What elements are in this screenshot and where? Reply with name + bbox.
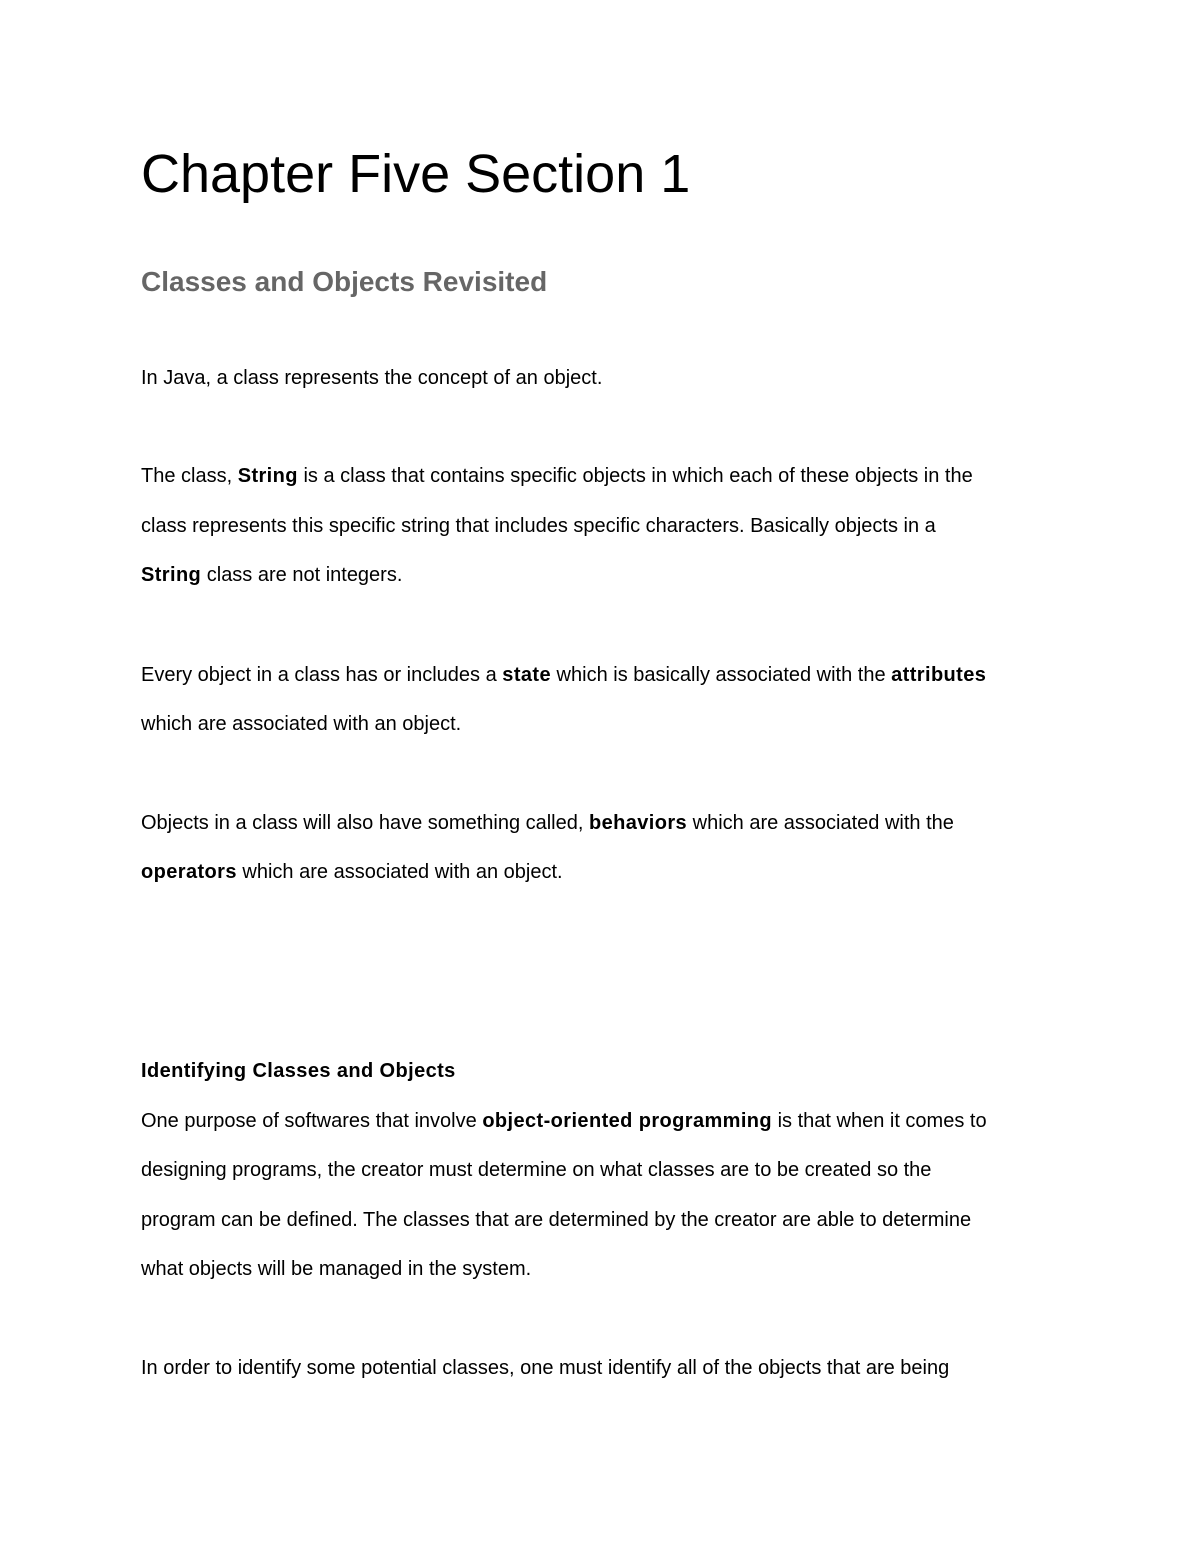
potential-paragraph-line-1: In order to identify some potential classes, one must identify all of the objects that are being — [141, 1357, 950, 1379]
intro-paragraph: In Java, a class represents the concept of an object. — [141, 367, 603, 389]
identifying-paragraph-line-1 — [141, 1108, 987, 1134]
identifying-paragraph-line-4: what objects will be managed in the system. — [141, 1258, 532, 1280]
bold-term-oop: object-oriented programming — [482, 1110, 773, 1132]
string-paragraph-line-1 — [141, 463, 973, 489]
text-run: which are associated with the — [687, 812, 954, 834]
identifying-paragraph-line-3: program can be defined. The classes that are determined by the creator are able to determine — [141, 1209, 972, 1231]
string-paragraph-line-2: class represents this specific string that includes specific characters. Basically objects in a — [141, 515, 936, 537]
behaviors-paragraph-line-1 — [141, 810, 954, 836]
section-subtitle: Classes and Objects Revisited — [141, 266, 548, 297]
bold-term-operators: operators — [141, 861, 237, 883]
bold-term-string: String — [237, 465, 298, 487]
identifying-paragraph-line-2: designing programs, the creator must determine on what classes are to be created so the — [141, 1159, 932, 1181]
text-run: which is basically associated with the — [551, 664, 892, 686]
text-run: which are associated with an object. — [236, 861, 563, 883]
state-paragraph-line-2: which are associated with an object. — [141, 713, 462, 735]
state-paragraph-line-1 — [141, 662, 986, 688]
behaviors-paragraph-line-2 — [141, 859, 563, 885]
text-run: is that when it comes to — [772, 1110, 987, 1132]
text-run: One purpose of softwares that involve — [141, 1110, 483, 1132]
page-title: Chapter Five Section 1 — [141, 144, 691, 204]
string-paragraph-line-3 — [141, 562, 402, 588]
identifying-heading: Identifying Classes and Objects — [141, 1060, 456, 1082]
text-run: class are not integers. — [201, 564, 403, 586]
bold-term-attributes: attributes — [891, 664, 987, 686]
bold-term-state: state — [502, 664, 551, 686]
text-run: Every object in a class has or includes a — [141, 664, 503, 686]
text-run: Objects in a class will also have something called, — [141, 812, 589, 834]
text-run: is a class that contains specific objects in which each of these objects in the — [297, 465, 973, 487]
bold-term-string: String — [141, 564, 202, 586]
text-run: The class, — [141, 465, 238, 487]
bold-term-behaviors: behaviors — [589, 812, 688, 834]
